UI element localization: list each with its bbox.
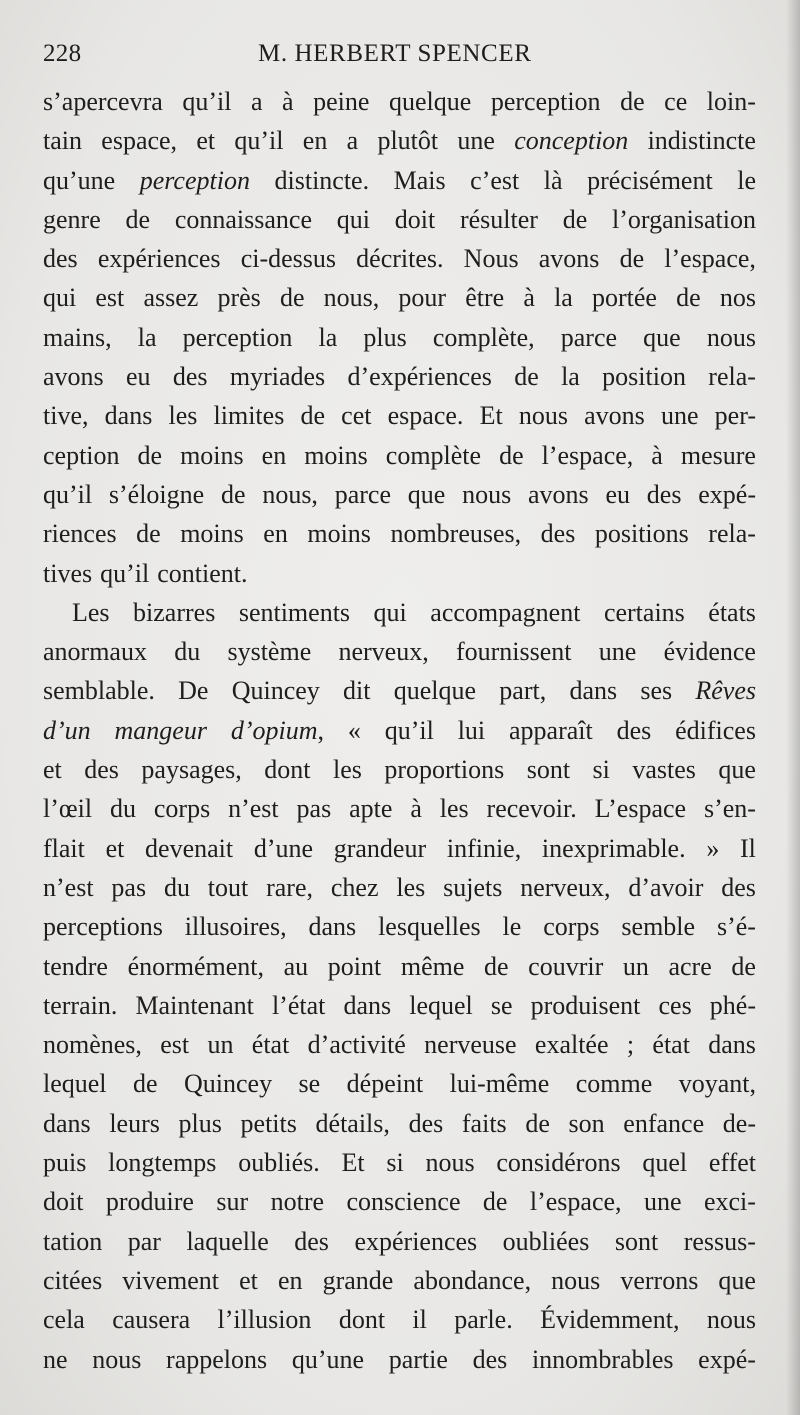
text-line: tive, dans les limites de cet espace. Et nous avons une per- <box>43 401 756 431</box>
page-edge-shadow <box>786 0 800 1415</box>
text-line: qu’une perception distincte. Mais c’est là précisément le <box>43 165 756 195</box>
text-line: mains, la perception la plus complète, parce que nous <box>43 322 756 352</box>
text-line: semblable. De Quincey dit quelque part, dans ses Rêves <box>43 676 756 706</box>
text-line: lequel de Quincey se dépeint lui-même comme voyant, <box>43 1069 756 1099</box>
text-line: qui est assez près de nous, pour être à la portée de nos <box>43 283 756 313</box>
text-line: anormaux du système nerveux, fournissent une évidence <box>43 637 756 667</box>
text-line: tives qu’il contient. <box>43 558 248 588</box>
page-number: 228 <box>43 40 82 67</box>
text-line: flait et devenait d’une grandeur infinie, inexprimable. » Il <box>43 833 756 863</box>
text-line: avons eu des myriades d’expériences de la position rela- <box>43 362 756 392</box>
text-line: citées vivement et en grande abondance, nous verrons que <box>43 1265 756 1295</box>
paragraph <box>43 593 756 1379</box>
text-line: riences de moins en moins nombreuses, des positions rela- <box>43 519 756 549</box>
text-line: d’un mangeur d’opium, « qu’il lui apparaît des édifices <box>43 715 756 745</box>
text-line: Les bizarres sentiments qui accompagnent certains états <box>72 597 756 627</box>
text-line: cela causera l’illusion dont il parle. Évidemment, nous <box>43 1305 756 1335</box>
text-line: genre de connaissance qui doit résulter de l’organisation <box>43 204 756 234</box>
text-line: l’œil du corps n’est pas apte à les recevoir. L’espace s’en- <box>43 794 756 824</box>
paragraph <box>43 82 756 593</box>
text-line: ne nous rappelons qu’une partie des innombrables expé- <box>43 1344 756 1374</box>
text-line: tendre énormément, au point même de couvrir un acre de <box>43 951 756 981</box>
text-line: doit produire sur notre conscience de l’espace, une exci- <box>43 1187 756 1217</box>
text-line: tain espace, et qu’il en a plutôt une conception indistincte <box>43 126 756 156</box>
running-title: M. HERBERT SPENCER <box>258 40 532 67</box>
text-line: perceptions illusoires, dans lesquelles le corps semble s’é- <box>43 912 756 942</box>
text-line: tation par laquelle des expériences oubliées sont ressus- <box>43 1226 756 1256</box>
body-text <box>43 82 756 1379</box>
text-line: ception de moins en moins complète de l’espace, à mesure <box>43 440 756 470</box>
text-line: des expériences ci-dessus décrites. Nous avons de l’espace, <box>43 244 756 274</box>
text-line: dans leurs plus petits détails, des faits de son enfance de- <box>43 1108 756 1138</box>
text-line: terrain. Maintenant l’état dans lequel se produisent ces phé- <box>43 990 756 1020</box>
text-line: qu’il s’éloigne de nous, parce que nous avons eu des expé- <box>43 479 756 509</box>
text-line: puis longtemps oubliés. Et si nous considérons quel effet <box>43 1148 756 1178</box>
running-header <box>43 34 763 74</box>
text-line: n’est pas du tout rare, chez les sujets nerveux, d’avoir des <box>43 872 756 902</box>
text-line: nomènes, est un état d’activité nerveuse exaltée ; état dans <box>43 1030 756 1060</box>
text-line: et des paysages, dont les proportions sont si vastes que <box>43 755 756 785</box>
text-line: s’apercevra qu’il a à peine quelque perception de ce loin- <box>43 87 756 116</box>
